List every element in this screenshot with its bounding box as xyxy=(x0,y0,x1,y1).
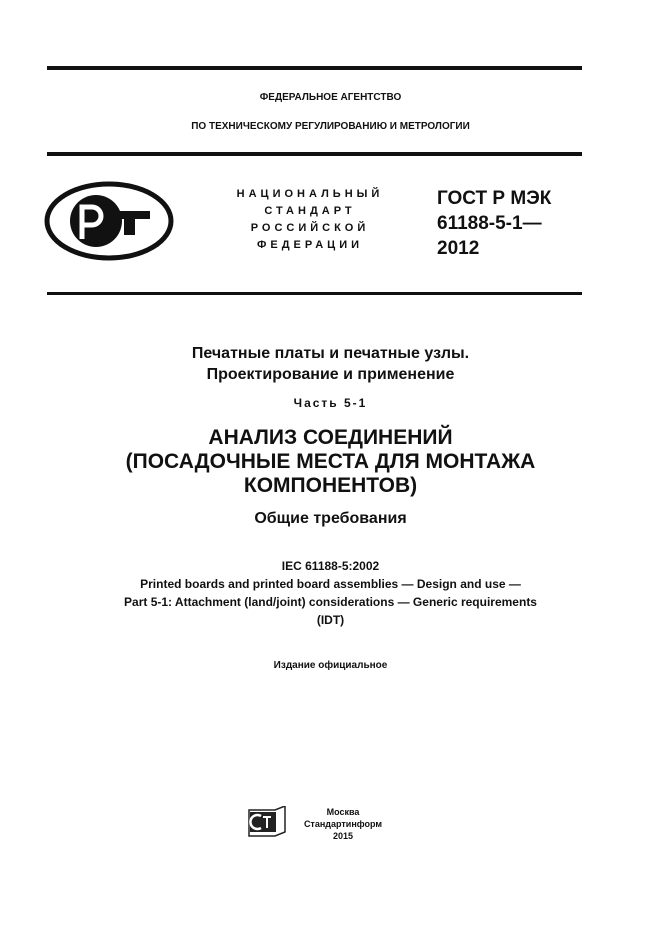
national-line: ФЕДЕРАЦИИ xyxy=(256,239,364,251)
gost-number xyxy=(437,186,551,261)
top-rule xyxy=(47,66,582,70)
gost-line: ГОСТ Р МЭК xyxy=(437,188,552,209)
publisher-name: Стандартинформ xyxy=(303,819,383,829)
national-standard-block xyxy=(210,186,410,254)
publisher-year: 2015 xyxy=(332,831,354,841)
document-title xyxy=(0,343,661,385)
title-line: Проектирование и применение xyxy=(206,366,455,383)
national-line: РОССИЙСКОЙ xyxy=(250,222,370,234)
gost-logo xyxy=(44,181,174,261)
iec-line: IEC 61188-5:2002 xyxy=(281,559,380,573)
part-label: Часть 5-1 xyxy=(293,396,368,410)
publisher-city: Москва xyxy=(326,807,360,817)
subtitle: Общие требования xyxy=(254,510,407,527)
iec-line: Printed boards and printed board assemblies — Design and use — xyxy=(140,577,521,591)
title-line: Печатные платы и печатные узлы. xyxy=(191,345,470,362)
rule xyxy=(47,152,582,156)
national-line: СТАНДАРТ xyxy=(264,205,356,217)
agency-line-1: ФЕДЕРАЛЬНОЕ АГЕНТСТВО xyxy=(259,92,402,103)
agency-line-2: ПО ТЕХНИЧЕСКОМУ РЕГУЛИРОВАНИЮ И МЕТРОЛОГИИ xyxy=(191,121,470,132)
main-title xyxy=(0,426,661,498)
edition-label: Издание официальное xyxy=(273,660,388,671)
main-title-line: (ПОСАДОЧНЫЕ МЕСТА ДЛЯ МОНТАЖА xyxy=(125,450,536,473)
gost-line: 61188-5-1— xyxy=(437,213,542,234)
main-title-line: КОМПОНЕНТОВ) xyxy=(243,474,418,497)
rule xyxy=(47,292,582,295)
iec-line: (IDT) xyxy=(316,613,345,627)
national-line: НАЦИОНАЛЬНЫЙ xyxy=(236,188,384,200)
publisher-logo xyxy=(247,806,287,838)
main-title-line: АНАЛИЗ СОЕДИНЕНИЙ xyxy=(208,426,453,449)
iec-reference xyxy=(0,557,661,629)
publisher-info xyxy=(298,806,388,842)
gost-line: 2012 xyxy=(437,238,480,259)
iec-line: Part 5-1: Attachment (land/joint) considerations — Generic requirements xyxy=(124,595,537,609)
